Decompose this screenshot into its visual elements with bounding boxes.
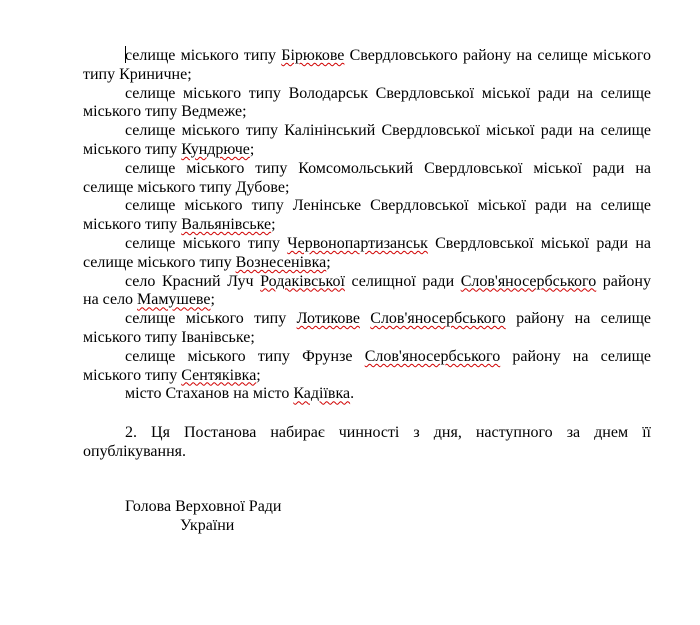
- text-segment: ;: [256, 366, 261, 384]
- renaming-item: [83, 235, 651, 273]
- spellcheck-word[interactable]: Бірюкове: [281, 47, 345, 64]
- text-segment: [360, 310, 370, 327]
- signature-country-line: України: [180, 516, 235, 534]
- text-segment: селище міського типу Комсомольський Свердловської міської ради на селище міського типу Дубове;: [83, 159, 651, 196]
- spellcheck-word[interactable]: Кундрюче: [181, 140, 250, 158]
- text-segment: Свердловської міської ради на селище міського типу: [83, 234, 651, 271]
- signature-title-line: Голова Верховної Ради: [125, 498, 282, 515]
- text-segment: селище міського типу: [125, 310, 297, 328]
- spellcheck-word[interactable]: Слов'яносербського: [460, 272, 597, 290]
- renaming-item: [83, 197, 651, 235]
- renaming-item: [83, 385, 651, 404]
- text-segment: селище міського типу Володарськ Свердловської міської ради на селище міського типу Ведмеже;: [83, 84, 651, 121]
- renaming-item: [83, 85, 651, 123]
- renaming-item: [83, 122, 651, 160]
- text-segment: ;: [210, 291, 215, 309]
- text-segment: ;: [271, 216, 276, 234]
- spellcheck-word[interactable]: Червонопартизанськ: [287, 234, 428, 252]
- renaming-item: [83, 310, 651, 348]
- spellcheck-word[interactable]: Кадіївка: [293, 385, 351, 403]
- spellcheck-word[interactable]: Слов'яносербського: [370, 310, 506, 328]
- text-segment: Свердловського району на селище міського типу Криничне;: [83, 47, 652, 83]
- text-segment: селищної ради: [344, 272, 461, 290]
- spellcheck-word[interactable]: Вальянівське: [181, 216, 272, 234]
- document-body[interactable]: [83, 46, 651, 404]
- text-segment: село Красний Луч: [125, 272, 261, 290]
- renaming-item: [83, 348, 651, 386]
- text-segment: селище міського типу Фрунзе: [125, 347, 365, 365]
- spellcheck-word[interactable]: Слов'яносербського: [364, 347, 501, 365]
- text-segment: селище міського типу: [125, 234, 288, 252]
- text-segment: .: [350, 385, 355, 403]
- text-segment: місто Стаханов на місто: [125, 385, 294, 403]
- text-segment: району на село: [83, 272, 651, 309]
- renaming-item: [83, 46, 651, 85]
- spellcheck-word[interactable]: Родаківської: [260, 272, 345, 290]
- clause-paragraph: 2. Ця Постанова набирає чинності з дня, наступного за днем її опублікування.: [83, 424, 651, 460]
- spellcheck-word[interactable]: Сентяківка: [181, 366, 257, 384]
- text-segment: селище міського типу Ленінське Свердловської міської ради на селище міського типу: [83, 197, 651, 234]
- text-segment: селище міського типу: [125, 47, 282, 64]
- text-segment: ;: [326, 253, 331, 271]
- text-segment: ;: [249, 140, 255, 158]
- spellcheck-word[interactable]: Мамушеве: [137, 291, 211, 309]
- spellcheck-word[interactable]: Лотикове: [296, 310, 360, 328]
- text-segment: району на селище міського типу Іванівське;: [83, 310, 652, 346]
- spellcheck-word[interactable]: Вознесенівка: [235, 253, 327, 271]
- renaming-item: [83, 160, 651, 198]
- signature-block: [125, 498, 282, 536]
- text-segment: району на селище міського типу: [83, 347, 651, 384]
- text-segment: селище міського типу Калінінський Свердловської міської ради на селище міського типу: [83, 122, 651, 158]
- renaming-item: [83, 273, 651, 311]
